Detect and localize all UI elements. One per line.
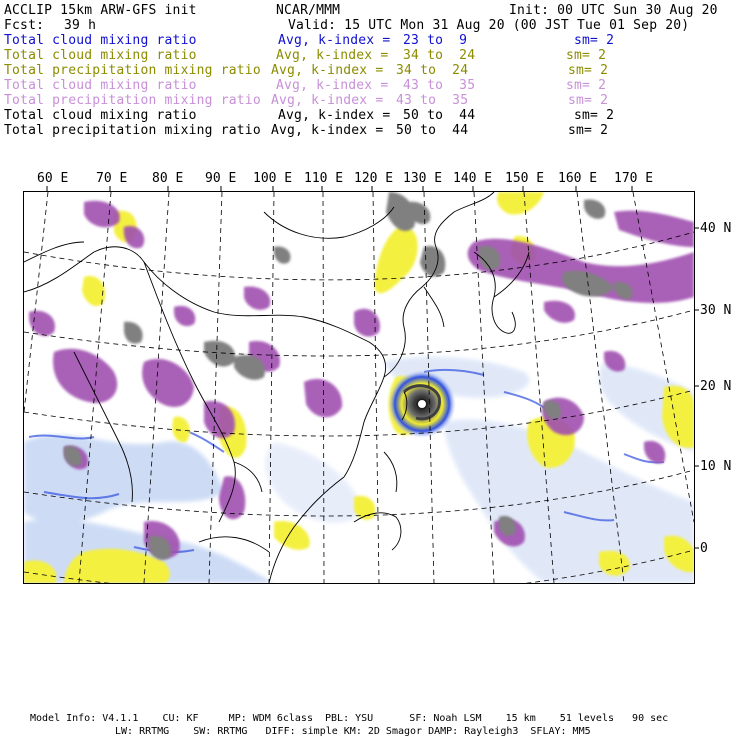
- legend-smoothing: sm= 2: [568, 93, 609, 108]
- map-panel: [23, 191, 695, 584]
- longitude-label: 100 E: [253, 171, 293, 186]
- valid-time: Valid: 15 UTC Mon 31 Aug 20 (00 JST Tue 01 Sep 20): [288, 18, 690, 33]
- typhoon-feature: [388, 370, 456, 438]
- legend-smoothing: sm= 2: [574, 33, 615, 48]
- legend-avg: Avg, k-index =: [276, 78, 389, 93]
- legend-range: 34 to 24: [396, 63, 469, 78]
- legend-smoothing: sm= 2: [566, 78, 607, 93]
- legend-field: Total precipitation mixing ratio: [4, 63, 261, 78]
- latitude-label: 30 N: [700, 303, 732, 318]
- longitude-label: 130 E: [403, 171, 443, 186]
- latitude-label: 20 N: [700, 379, 732, 394]
- legend-avg: Avg, k-index =: [276, 48, 389, 63]
- longitude-label: 90 E: [205, 171, 237, 186]
- model-title: ACCLIP 15km ARW-GFS init: [4, 3, 197, 18]
- legend-avg: Avg, k-index =: [278, 108, 391, 123]
- forecast-hour-label: Fcst:: [4, 18, 45, 33]
- latitude-label: 40 N: [700, 221, 732, 236]
- legend-smoothing: sm= 2: [566, 48, 607, 63]
- longitude-label: 120 E: [354, 171, 394, 186]
- legend-avg: Avg, k-index =: [271, 63, 384, 78]
- longitude-label: 60 E: [37, 171, 69, 186]
- model-info-line1: Model Info: V4.1.1 CU: KF MP: WDM 6class PBL: YSU SF: Noah LSM 15 km 51 levels 90 sec: [30, 713, 669, 724]
- legend-smoothing: sm= 2: [574, 108, 615, 123]
- init-time: Init: 00 UTC Sun 30 Aug 20: [509, 3, 718, 18]
- legend-avg: Avg, k-index =: [278, 33, 391, 48]
- legend-range: 43 to 35: [396, 93, 469, 108]
- legend-field: Total cloud mixing ratio: [4, 48, 197, 63]
- legend-avg: Avg, k-index =: [271, 93, 384, 108]
- legend-range: 34 to 24: [403, 48, 476, 63]
- model-info-line2: LW: RRTMG SW: RRTMG DIFF: simple KM: 2D Smagor DAMP: Rayleigh3 SFLAY: MM5: [115, 726, 591, 737]
- latitude-label: 10 N: [700, 459, 732, 474]
- legend-field: Total precipitation mixing ratio: [4, 93, 261, 108]
- organization-label: NCAR/MMM: [276, 3, 341, 18]
- legend-range: 23 to 9: [403, 33, 468, 48]
- longitude-label: 170 E: [614, 171, 654, 186]
- legend-field: Total cloud mixing ratio: [4, 78, 197, 93]
- legend-field: Total cloud mixing ratio: [4, 33, 197, 48]
- longitude-label: 160 E: [558, 171, 598, 186]
- low-cloud-layer: [24, 357, 694, 583]
- longitude-label: 140 E: [453, 171, 493, 186]
- legend-range: 50 to 44: [396, 123, 469, 138]
- legend-smoothing: sm= 2: [568, 123, 609, 138]
- longitude-label: 70 E: [96, 171, 128, 186]
- legend-field: Total precipitation mixing ratio: [4, 123, 261, 138]
- forecast-hour-value: 39 h: [64, 18, 97, 33]
- latitude-label: 0: [700, 541, 708, 556]
- legend-smoothing: sm= 2: [568, 63, 609, 78]
- longitude-label: 80 E: [152, 171, 184, 186]
- legend-range: 50 to 44: [403, 108, 476, 123]
- longitude-label: 110 E: [304, 171, 344, 186]
- longitude-label: 150 E: [505, 171, 545, 186]
- legend-field: Total cloud mixing ratio: [4, 108, 197, 123]
- map-canvas: [24, 192, 694, 583]
- legend-avg: Avg, k-index =: [271, 123, 384, 138]
- legend-range: 43 to 35: [403, 78, 476, 93]
